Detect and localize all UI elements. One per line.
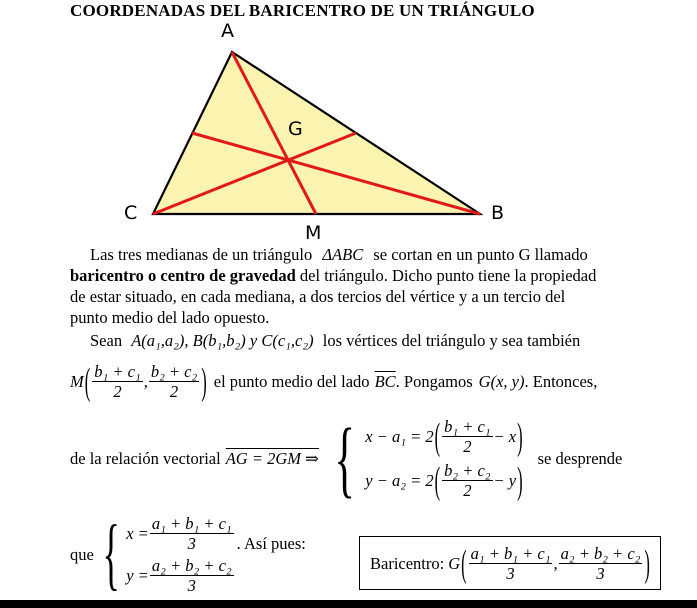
denominator: 3 xyxy=(187,575,196,595)
baricentro-box: Baricentro: G ( $\frac{\text{a₁ + b₁ + c₁}}{3}$ , $\frac{\text{a₂ + b₂ + c₂}}{3}$ ) xyxy=(359,536,661,590)
fraction xyxy=(469,544,553,583)
text: los vértices del triángulo y sea también xyxy=(322,331,581,350)
paragraph-vertices xyxy=(90,330,670,351)
denominator: 3 xyxy=(596,563,605,583)
result-system xyxy=(126,512,234,596)
numerator: a₂ + b₂ + c₂ xyxy=(151,555,232,575)
text: Las tres medianas de un triángulo xyxy=(90,245,313,264)
left-brace: { xyxy=(334,410,355,506)
eq-left: y = xyxy=(126,565,149,585)
fraction xyxy=(150,556,234,595)
side-bc: $\overline{BC}$ xyxy=(374,371,396,391)
fraction xyxy=(92,362,142,401)
y-formula xyxy=(126,554,234,596)
g-symbol: G xyxy=(448,553,461,573)
triangle-symbol: ΔABC xyxy=(322,245,364,264)
text: el punto medio del lado xyxy=(213,371,370,391)
numerator: b₁ + c₁ xyxy=(444,416,491,436)
denominator: 2 xyxy=(463,436,472,456)
vector-relation-line xyxy=(70,410,690,506)
equation-y: y − a₂ = 2 ( $\frac{\text{b₂ + c₂}}{2}$ − y ) xyxy=(365,458,523,502)
numerator: b₂ + c₂ xyxy=(150,361,198,381)
fraction xyxy=(442,461,492,500)
bold-term: baricentro o centro de gravedad xyxy=(70,266,296,285)
text: del triángulo. Dicho punto tiene la propiedad xyxy=(299,266,597,285)
page-title: COORDENADAS DEL BARICENTRO DE UN TRIÁNGULO xyxy=(70,1,535,20)
bottom-bar xyxy=(0,600,697,608)
midpoint-label: M xyxy=(305,222,322,244)
denominator: 2 xyxy=(169,381,179,401)
fraction xyxy=(559,544,643,583)
midpoint-line: M ( $\frac{\text{b₁ + c₁}}{2}$ , $\frac{\text{b₂ + c₂}}{2}$ ) el punto medio del lado $\overline{BC}$ . Pongamos G(x, y) . Entonces, xyxy=(70,359,598,403)
centroid-label: G xyxy=(288,118,303,140)
numerator: b₂ + c₂ xyxy=(444,460,491,480)
fraction xyxy=(150,514,234,553)
eq-tail: − y xyxy=(493,470,517,490)
eq-left: y − a₂ = 2 xyxy=(365,470,434,490)
text: se desprende xyxy=(537,448,623,468)
vertex-a-label: A xyxy=(221,20,234,42)
eq-left: x − a₁ = 2 xyxy=(365,426,434,446)
text: Sean xyxy=(90,331,123,350)
vertices-formula: A(a₁,a₂), B(b₁,b₂) y C(c₁,c₂) xyxy=(131,331,314,350)
denominator: 3 xyxy=(187,533,196,553)
vertex-b-label: B xyxy=(491,202,505,224)
eq-tail: − x xyxy=(493,426,517,446)
numerator: a₂ + b₂ + c₂ xyxy=(560,543,641,563)
fraction xyxy=(149,362,199,401)
paragraph-line-3: de estar situado, en cada mediana, a dos tercios del vértice y a un tercio del xyxy=(70,287,566,306)
paragraph-line-2 xyxy=(70,265,670,286)
denominator: 2 xyxy=(463,480,472,500)
midpoint-symbol: M xyxy=(70,371,84,391)
text: . Entonces, xyxy=(524,371,598,391)
box-label: Baricentro: xyxy=(370,553,445,573)
denominator: 3 xyxy=(506,563,515,583)
paragraph-line-4: punto medio del lado opuesto. xyxy=(70,308,270,327)
left-brace: { xyxy=(102,510,120,598)
denominator: 2 xyxy=(113,381,122,401)
vertex-c-label: C xyxy=(124,202,138,224)
eq-left: x = xyxy=(126,523,149,543)
triangle-abc xyxy=(153,52,480,214)
text: que xyxy=(70,544,94,564)
text: de la relación vectorial xyxy=(70,448,221,468)
triangle-figure xyxy=(120,22,520,244)
equation-system xyxy=(365,414,523,502)
numerator: a₁ + b₁ + c₁ xyxy=(151,513,232,533)
text: se cortan en un punto G llamado xyxy=(373,245,588,264)
numerator: b₁ + c₁ xyxy=(94,361,141,381)
text: . Así pues: xyxy=(236,533,306,553)
paragraph-definition xyxy=(70,244,670,328)
triangle-diagram xyxy=(120,22,520,244)
numerator: a₁ + b₁ + c₁ xyxy=(470,543,551,563)
x-formula xyxy=(126,512,234,554)
paragraph-line-1 xyxy=(70,244,670,265)
vector-relation: AG = 2GM ⇒ xyxy=(225,448,319,468)
g-point: G(x, y) xyxy=(478,371,525,391)
equation-x: x − a₁ = 2 ( $\frac{\text{b₁ + c₁}}{2}$ − x ) xyxy=(365,414,523,458)
text: . Pongamos xyxy=(395,371,473,391)
fraction xyxy=(442,417,492,456)
